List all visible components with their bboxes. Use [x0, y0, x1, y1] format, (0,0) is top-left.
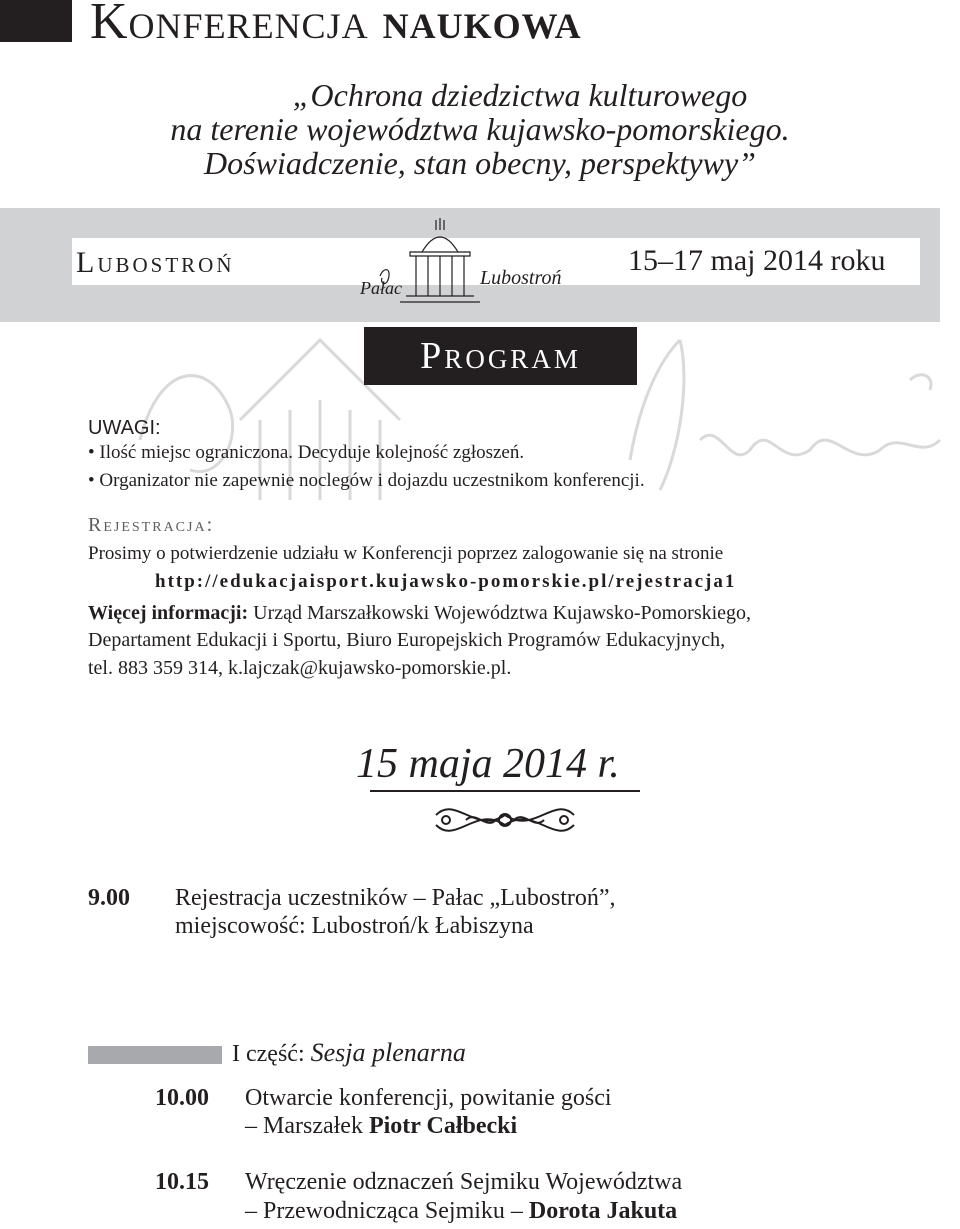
time-900: 9.00: [88, 885, 130, 911]
schedule-item-text: Wręczenie odznaczeń Sejmiku Województwa: [245, 1169, 683, 1195]
page-title-bold: naukowa: [382, 0, 582, 50]
note-item: • Ilość miejsc ograniczona. Decyduje kolejność zgłoszeń.: [88, 442, 525, 463]
section-name: Sesja plenarna: [310, 1038, 466, 1067]
time-1015: 10.15: [155, 1169, 209, 1195]
section-prefix: I część:: [232, 1041, 311, 1067]
day-heading: 15 maja 2014 r.: [356, 741, 620, 787]
registration-label: Rejestracja:: [88, 514, 215, 536]
info-line-2: Departament Edukacji i Sportu, Biuro Europejskich Programów Edukacyjnych,: [88, 629, 726, 651]
schedule-item-text: miejscowość: Lubostroń/k Łabiszyna: [175, 913, 534, 939]
notes-label: UWAGI:: [88, 417, 161, 439]
header-accent-bar: [0, 0, 72, 42]
info-line-1-text: Urząd Marszałkowski Województwa Kujawsko-Pomorskiego,: [248, 602, 752, 624]
note-item: • Organizator nie zapewnie noclegów i dojazdu uczestnikom konferencji.: [88, 470, 645, 491]
speaker-name: Piotr Całbecki: [368, 1113, 518, 1139]
speaker-role: – Przewodnicząca Sejmiku –: [245, 1198, 529, 1224]
page-title: [90, 0, 582, 51]
svg-text:Lubostroń: Lubostroń: [480, 267, 562, 289]
schedule-item-speaker: [245, 1198, 677, 1225]
section-marker-bar: [88, 1046, 222, 1064]
subtitle-line-2: na terenie województwa kujawsko-pomorskiego.: [170, 111, 790, 147]
event-dates: 15–17 maj 2014 roku: [628, 244, 886, 277]
speaker-name: Dorota Jakuta: [528, 1198, 678, 1224]
page-title-light: Konferencja: [90, 0, 383, 50]
subtitle-line-3: Doświadczenie, stan obecny, perspektywy”: [204, 145, 756, 181]
header-band-right: [920, 238, 940, 285]
info-line-3[interactable]: tel. 883 359 314, k.lajczak@kujawsko-pomorskie.pl.: [88, 657, 512, 679]
program-heading: Program: [364, 327, 637, 385]
subtitle-line-1: „Ochrona dziedzictwa kulturowego: [292, 77, 748, 113]
palace-logo: [340, 212, 580, 308]
svg-text:Pałac: Pałac: [360, 278, 402, 298]
info-line-1: [88, 602, 751, 625]
header-band-left: [0, 238, 72, 285]
registration-text: Prosimy o potwierdzenie udziału w Konferencji poprzez zalogowanie się na stronie: [88, 543, 724, 564]
info-label: Więcej informacji:: [88, 602, 249, 624]
speaker-role: – Marszałek: [245, 1113, 369, 1139]
registration-link[interactable]: http://edukacjaisport.kujawsko-pomorskie.pl/rejestracja1: [155, 571, 737, 592]
section-title: [232, 1038, 466, 1068]
time-1000: 10.00: [155, 1085, 209, 1111]
schedule-item-text: Otwarcie konferencji, powitanie gości: [245, 1085, 612, 1111]
ornament-flourish: [426, 795, 584, 849]
schedule-item-speaker: [245, 1113, 517, 1140]
schedule-item-text: Rejestracja uczestników – Pałac „Lubostroń”,: [175, 885, 616, 911]
day-heading-rule: [370, 790, 640, 792]
location-name: Lubostroń: [76, 246, 235, 279]
